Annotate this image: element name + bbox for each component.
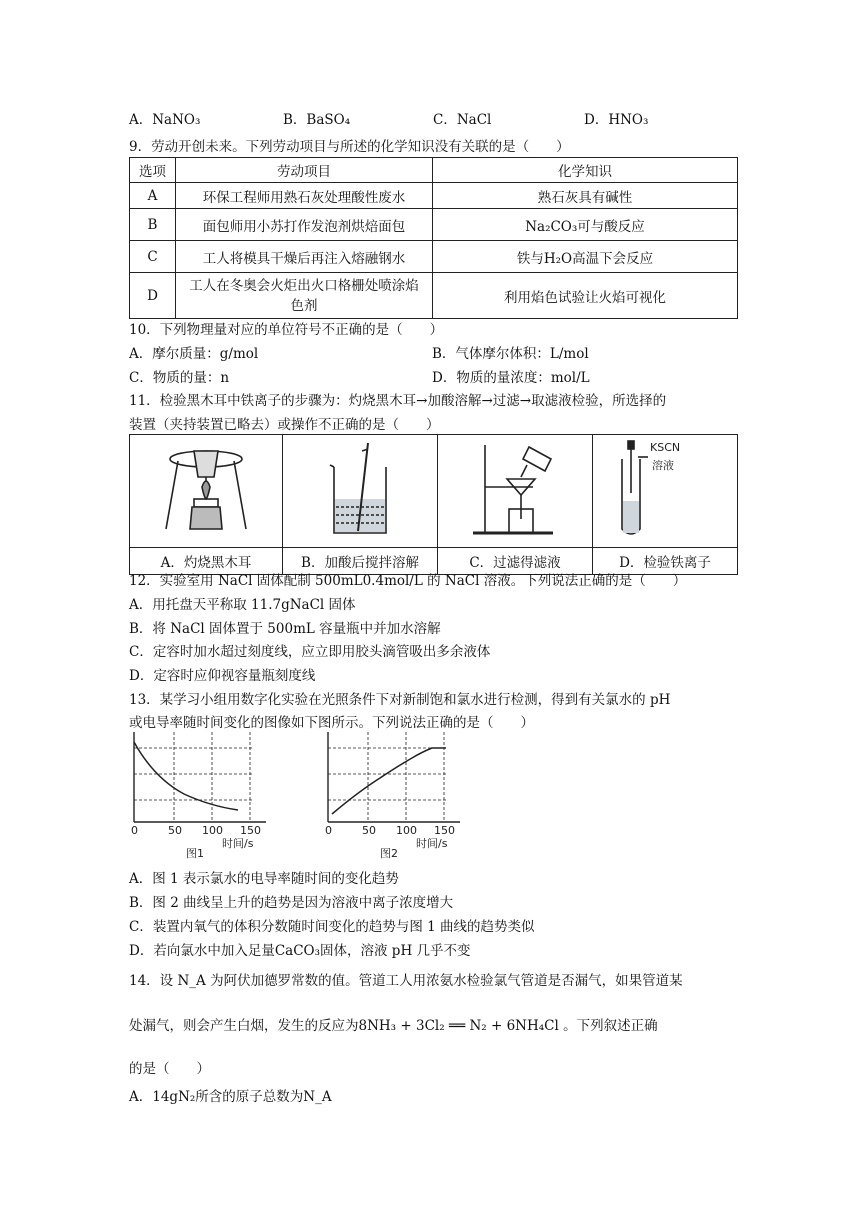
q12-option-c: C．定容时加水超过刻度线，应立即用胶头滴管吸出多余液体: [129, 644, 491, 660]
q11-caption-a: A．灼烧黑木耳: [130, 548, 283, 575]
q9-stem: 9．劳动开创未来。下列劳动项目与所述的化学知识没有关联的是（ ）: [129, 139, 570, 155]
q11-stem-line1: 11．检验黑木耳中铁离子的步骤为：灼烧黑木耳→加酸溶解→过滤→取滤液检验，所选择的: [129, 393, 667, 409]
q11-caption-c: C．过滤得滤液: [438, 548, 593, 575]
q9-row-b-knowledge: Na₂CO₃可与酸反应: [433, 209, 738, 241]
graph2-tick-50: 50: [362, 824, 376, 837]
q12-stem: 12．实验室用 NaCl 固体配制 500mL0.4mol/L 的 NaCl 溶液。下列说法正确的是（ ）: [129, 573, 687, 589]
crucible-burner-illustration: [146, 437, 266, 541]
q8-option-d: D．HNO₃: [584, 112, 649, 128]
q13-graph-2: [318, 728, 464, 860]
graph2-caption: 图2: [380, 847, 398, 860]
q10-option-b: B．气体摩尔体积：L/mol: [432, 346, 589, 362]
q9-row-c-label: C: [130, 241, 176, 273]
q12-option-d: D．定容时应仰视容量瓶刻度线: [129, 668, 316, 684]
q10-option-c: C．物质的量：n: [129, 370, 230, 386]
q10-option-d: D．物质的量浓度：mol/L: [432, 370, 590, 386]
q11-stem-line2: 装置（夹持装置已略去）或操作不正确的是（ ）: [129, 417, 440, 433]
q13-option-b: B．图 2 曲线呈上升的趋势是因为溶液中离子浓度增大: [129, 895, 454, 911]
graph1-caption: 图1: [186, 847, 204, 860]
kscn-solution-label: 溶液: [652, 459, 674, 472]
graph1-tick-150: 150: [240, 824, 261, 837]
q8-option-a: A．NaNO₃: [129, 112, 201, 128]
q9-row-c-knowledge: 铁与H₂O高温下会反应: [433, 241, 738, 273]
q9-row-a-knowledge: 熟石灰具有碱性: [433, 183, 738, 209]
beaker-stir-illustration: [300, 437, 420, 541]
graph2-curve: [332, 748, 446, 814]
q13-option-d: D．若向氯水中加入足量CaCO₃固体，溶液 pH 几乎不变: [129, 943, 471, 959]
q14-stem-line1: 14．设 N_A 为阿伏加德罗常数的值。管道工人用浓氨水检验氯气管道是否漏气，如果管道某: [129, 973, 683, 989]
q10-option-a: A．摩尔质量：g/mol: [129, 346, 259, 362]
q11-image-d: [593, 435, 738, 548]
graph1-tick-100: 100: [202, 824, 223, 837]
q11-caption-d: D．检验铁离子: [593, 548, 738, 575]
q9-row-d-project: 工人在冬奥会火炬出火口格栅处喷涂焰色剂: [176, 273, 433, 319]
q9-header-option: 选项: [130, 158, 176, 183]
q11-image-c: [438, 435, 593, 548]
q14-stem-line2: 处漏气，则会产生白烟，发生的反应为8NH₃ + 3Cl₂ ══ N₂ + 6NH₄Cl 。下列叙述正确: [129, 1018, 658, 1034]
q13-stem-line1: 13．某学习小组用数字化实验在光照条件下对新制饱和氯水进行检测，得到有关氯水的 pH: [129, 692, 671, 708]
q9-row-c-project: 工人将模具干燥后再注入熔融钢水: [176, 241, 433, 273]
q9-row-d-knowledge: 利用焰色试验让火焰可视化: [433, 273, 738, 319]
graph2-xlabel: 时间/s: [416, 837, 448, 850]
q9-header-knowledge: 化学知识: [433, 158, 738, 183]
q14-option-a: A．14gN₂所含的原子总数为N_A: [129, 1089, 332, 1105]
q9-row-d-label: D: [130, 273, 176, 319]
q9-row-b-project: 面包师用小苏打作发泡剂烘焙面包: [176, 209, 433, 241]
q11-image-a: [130, 435, 283, 548]
q14-stem-line3: 的是（ ）: [129, 1061, 210, 1077]
q9-row-a-label: A: [130, 183, 176, 209]
q11-caption-b: B．加酸后搅拌溶解: [283, 548, 438, 575]
q12-option-a: A．用托盘天平称取 11.7gNaCl 固体: [129, 597, 356, 613]
graph1-xlabel: 时间/s: [222, 837, 254, 850]
q8-option-c: C．NaCl: [433, 112, 492, 128]
q12-option-b: B．将 NaCl 固体置于 500mL 容量瓶中并加水溶解: [129, 621, 441, 637]
q13-option-c: C．装置内氧气的体积分数随时间变化的趋势与图 1 曲线的趋势类似: [129, 919, 535, 935]
q11-image-b: [283, 435, 438, 548]
q10-stem: 10．下列物理量对应的单位符号不正确的是（ ）: [129, 322, 444, 338]
kscn-label: KSCN: [650, 441, 681, 454]
q9-header-project: 劳动项目: [176, 158, 433, 183]
q9-table: [129, 157, 738, 319]
q8-options: [129, 108, 749, 128]
q13-graph-1: [124, 728, 270, 860]
graph1-tick-50: 50: [168, 824, 182, 837]
q9-row-a-project: 环保工程师用熟石灰处理酸性废水: [176, 183, 433, 209]
graph2-tick-100: 100: [396, 824, 417, 837]
test-tube-kscn-illustration: [600, 437, 730, 541]
graph2-tick-0: 0: [325, 824, 332, 837]
graph1-tick-0: 0: [131, 824, 138, 837]
filtration-illustration: [455, 437, 575, 541]
q8-option-b: B．BaSO₄: [283, 112, 351, 128]
q13-stem-line2: 或电导率随时间变化的图像如下图所示。下列说法正确的是（ ）: [129, 715, 534, 731]
graph2-tick-150: 150: [434, 824, 455, 837]
q13-option-a: A．图 1 表示氯水的电导率随时间的变化趋势: [129, 871, 399, 887]
q11-apparatus-table: [129, 434, 738, 575]
q9-row-b-label: B: [130, 209, 176, 241]
